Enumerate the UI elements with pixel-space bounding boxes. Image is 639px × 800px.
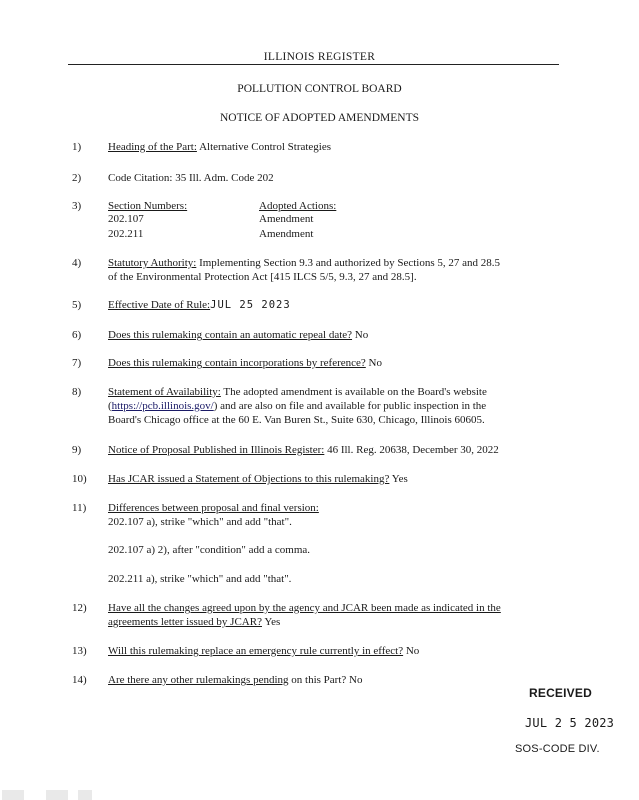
item-number: 14)	[72, 674, 87, 686]
scan-artifact	[46, 790, 68, 800]
section-numbers-header: Section Numbers:	[108, 200, 188, 212]
notice-of-proposal	[108, 444, 499, 456]
notice-of-proposal-label: Notice of Proposal Published in Illinois Register:	[108, 444, 325, 456]
adopted-action: Amendment	[259, 213, 314, 225]
item-number: 12)	[72, 602, 87, 614]
paren-open: (	[108, 400, 112, 412]
item-number: 9)	[72, 444, 82, 456]
code-citation: Code Citation: 35 Ill. Adm. Code 202	[108, 172, 274, 184]
item-number: 10)	[72, 473, 87, 485]
item-10	[108, 473, 408, 485]
scan-artifact	[2, 790, 24, 800]
heading-label: Heading of the Part:	[108, 141, 197, 153]
received-stamp-division: SOS-CODE DIV.	[515, 743, 600, 755]
question-text: Are there any other rulemakings pending	[108, 674, 289, 686]
question-rest: on this Part?	[291, 674, 347, 686]
pcb-website-link[interactable]: https://pcb.illinois.gov/	[111, 400, 214, 412]
section-number: 202.211	[108, 228, 144, 240]
availability-label: Statement of Availability:	[108, 386, 221, 398]
question-text: Does this rulemaking contain incorporations by reference?	[108, 357, 366, 369]
answer-text: Yes	[391, 473, 408, 485]
availability-text: The adopted amendment is available on the Board's website	[223, 386, 487, 398]
availability-line3: Board's Chicago office at the 60 E. Van Buren St., Suite 630, Chicago, Illinois 60605.	[108, 414, 485, 426]
item-number: 5)	[72, 299, 82, 311]
received-stamp-date: JUL 2 5 2023	[525, 716, 615, 730]
received-stamp-title: RECEIVED	[529, 686, 592, 700]
item-1	[108, 141, 331, 153]
item-14	[108, 674, 362, 686]
answer-text: No	[349, 674, 363, 686]
adopted-action: Amendment	[259, 228, 314, 240]
question-text: Does this rulemaking contain an automatic repeal date?	[108, 329, 353, 341]
availability-line2	[108, 400, 486, 412]
item-number: 3)	[72, 200, 82, 212]
heading-value: Alternative Control Strategies	[199, 141, 332, 153]
notice-of-proposal-value: 46 Ill. Reg. 20638, December 30, 2022	[327, 444, 499, 456]
answer-text: Yes	[264, 616, 281, 628]
header-divider	[68, 64, 559, 65]
item-number: 4)	[72, 257, 82, 269]
differences-label: Differences between proposal and final version:	[108, 502, 319, 514]
difference-line: 202.211 a), strike "which" and add "that".	[108, 573, 292, 585]
effective-date-stamp: JUL 25 2023	[210, 299, 291, 311]
question-text: Has JCAR issued a Statement of Objections to this rulemaking?	[108, 473, 390, 485]
availability-line2-text: ) and are also on file and available for public inspection in the	[213, 400, 487, 412]
question-text: Will this rulemaking replace an emergency rule currently in effect?	[108, 645, 404, 657]
scan-artifact	[78, 790, 92, 800]
item-number: 1)	[72, 141, 82, 153]
item-number: 13)	[72, 645, 87, 657]
question-line1: Have all the changes agreed upon by the agency and JCAR been made as indicated in the	[108, 602, 501, 614]
statutory-authority-line2: of the Environmental Protection Act [415 ILCS 5/5, 9.3, 27 and 28.5].	[108, 271, 417, 283]
item-number: 8)	[72, 386, 82, 398]
statutory-authority	[108, 257, 500, 269]
answer-text: No	[354, 329, 369, 341]
availability	[108, 386, 487, 398]
difference-line: 202.107 a), strike "which" and add "that".	[108, 516, 292, 528]
difference-line: 202.107 a) 2), after "condition" add a comma.	[108, 544, 311, 556]
adopted-actions-header: Adopted Actions:	[259, 200, 337, 212]
answer-text: No	[368, 357, 382, 369]
item-12-line2	[108, 616, 280, 628]
item-number: 11)	[72, 502, 87, 514]
item-7	[108, 357, 382, 369]
item-13	[108, 645, 419, 657]
answer-text: No	[405, 645, 420, 657]
effective-date	[108, 299, 291, 311]
item-number: 2)	[72, 172, 82, 184]
item-number: 7)	[72, 357, 82, 369]
statutory-authority-label: Statutory Authority:	[108, 257, 197, 269]
item-6	[108, 329, 368, 341]
question-line2: agreements letter issued by JCAR?	[108, 616, 262, 628]
item-number: 6)	[72, 329, 82, 341]
section-number: 202.107	[108, 213, 144, 225]
statutory-authority-text: Implementing Section 9.3 and authorized by Sections 5, 27 and 28.5	[199, 257, 500, 269]
register-header: ILLINOIS REGISTER	[263, 51, 376, 63]
notice-title: NOTICE OF ADOPTED AMENDMENTS	[219, 112, 420, 124]
agency-name: POLLUTION CONTROL BOARD	[237, 83, 402, 95]
effective-date-label: Effective Date of Rule:	[108, 299, 211, 311]
